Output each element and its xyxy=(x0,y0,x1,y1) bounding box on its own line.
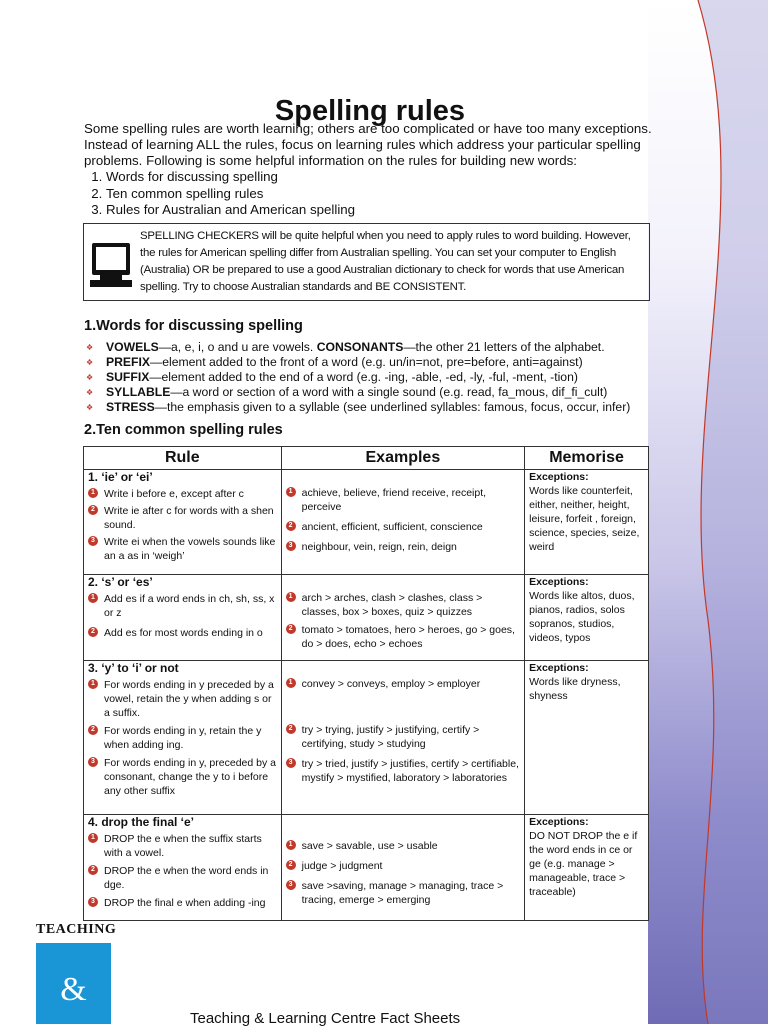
term-item: ❖ SYLLABLE—a word or section of a word with a single sound (e.g. read, fa_mous, dif_fi_cult) xyxy=(86,385,608,399)
step-number-icon: 3 xyxy=(88,757,98,767)
computer-icon xyxy=(88,241,134,289)
intro-list-item: 3. Rules for Australian and American spelling xyxy=(106,202,664,219)
memorise-cell: Exceptions: Words like dryness, shyness xyxy=(525,661,649,815)
step-number-icon: 3 xyxy=(286,880,296,890)
section2-heading: 2.Ten common spelling rules xyxy=(84,422,283,438)
diamond-bullet-icon: ❖ xyxy=(86,403,94,412)
step-number-icon: 3 xyxy=(88,897,98,907)
intro-list-item: 1. Words for discussing spelling xyxy=(106,169,664,186)
examples-cell: 1 convey > conveys, employ > employer 2 try > trying, justify > justifying, certify > certifying, study > studying 3 try > tried, justify > justifies, certify > certifiable, mystify > mystified, laboratory > laboratories xyxy=(281,661,525,815)
step-number-icon: 2 xyxy=(286,724,296,734)
diamond-bullet-icon: ❖ xyxy=(86,358,94,367)
step-number-icon: 1 xyxy=(286,840,296,850)
step-number-icon: 2 xyxy=(88,505,98,515)
column-header-memorise: Memorise xyxy=(525,447,649,470)
rule-cell: 1. ‘ie’ or ‘ei’ 1 Write i before e, except after c 2 Write ie after c for words with a shen sound. 3 Write ei when the vowels sounds like an a as in ‘weigh’ xyxy=(84,470,282,575)
step-number-icon: 1 xyxy=(88,679,98,689)
rule-cell: 2. ‘s’ or ‘es’ 1 Add es if a word ends in ch, sh, ss, x or z 2 Add es for most words ending in o xyxy=(84,575,282,661)
step-number-icon: 1 xyxy=(286,678,296,688)
intro-paragraph: Some spelling rules are worth learning; others are too complicated or have too many exceptions. Instead of learning ALL the rules, focus on learning rules which address your particular spelling problems. Following is some helpful information on the rules for building new words: xyxy=(84,121,652,168)
logo-ampersand: & xyxy=(60,971,87,1008)
column-header-examples: Examples xyxy=(281,447,525,470)
column-header-rule: Rule xyxy=(84,447,282,470)
step-number-icon: 3 xyxy=(286,758,296,768)
rule-cell: 4. drop the final ‘e’ 1 DROP the e when the suffix starts with a vowel. 2 DROP the e when the word ends in dge. 3 DROP the final e when adding -ing xyxy=(84,815,282,921)
diamond-bullet-icon: ❖ xyxy=(86,388,94,397)
step-number-icon: 1 xyxy=(286,487,296,497)
logo-box xyxy=(36,943,111,1024)
step-number-icon: 1 xyxy=(88,488,98,498)
logo-wordmark: TEACHING xyxy=(36,922,117,937)
page-title: Spelling rules xyxy=(274,95,466,128)
section1-heading: 1.Words for discussing spelling xyxy=(84,318,303,334)
spell-checker-note-box xyxy=(83,223,650,301)
term-item: ❖ VOWELS—a, e, i, o and u are vowels. CONSONANTS—the other 21 letters of the alphabet. xyxy=(86,340,605,354)
examples-cell: 1 arch > arches, clash > clashes, class > classes, box > boxes, quiz > quizzes 2 tomato > tomatoes, hero > heroes, go > goes, do > does, echo > echoes xyxy=(281,575,525,661)
step-number-icon: 3 xyxy=(286,541,296,551)
memorise-cell: Exceptions: DO NOT DROP the e if the word ends in ce or ge (e.g. manage > manageable, trace > traceable) xyxy=(525,815,649,921)
step-number-icon: 2 xyxy=(88,627,98,637)
table-row xyxy=(84,661,649,815)
table-row xyxy=(84,470,649,575)
table-row xyxy=(84,815,649,921)
intro-list xyxy=(84,169,664,219)
memorise-cell: Exceptions: Words like counterfeit, either, neither, height, leisure, forfeit , foreign, science, species, seize, weird xyxy=(525,470,649,575)
step-number-icon: 2 xyxy=(88,865,98,875)
intro-list-item: 2. Ten common spelling rules xyxy=(106,186,664,203)
step-number-icon: 2 xyxy=(286,521,296,531)
table-row xyxy=(84,575,649,661)
step-number-icon: 1 xyxy=(88,833,98,843)
step-number-icon: 1 xyxy=(286,592,296,602)
step-number-icon: 2 xyxy=(88,725,98,735)
examples-cell: 1 save > savable, use > usable 2 judge > judgment 3 save >saving, manage > managing, trace > tracing, emerge > emerging xyxy=(281,815,525,921)
rule-cell: 3. ‘y’ to ‘i’ or not 1 For words ending in y preceded by a vowel, retain the y when adding s or a suffix. 2 For words ending in y, retain the y when adding ing. 3 For words ending in y, preceded by a consonant, change the y to i before any other suffix xyxy=(84,661,282,815)
term-item: ❖ PREFIX—element added to the front of a word (e.g. un/in=not, pre=before, anti=against) xyxy=(86,355,583,369)
intro xyxy=(84,121,664,219)
terms-list xyxy=(84,340,684,415)
diamond-bullet-icon: ❖ xyxy=(86,343,94,352)
term-item: ❖ STRESS—the emphasis given to a syllable (see underlined syllables: famous, focus, occur, infer) xyxy=(86,400,631,414)
step-number-icon: 2 xyxy=(286,860,296,870)
step-number-icon: 1 xyxy=(88,593,98,603)
step-number-icon: 2 xyxy=(286,624,296,634)
rules-table xyxy=(83,446,649,921)
step-number-icon: 3 xyxy=(88,536,98,546)
memorise-cell: Exceptions: Words like altos, duos, pianos, radios, solos sopranos, studios, videos, typos xyxy=(525,575,649,661)
spell-checker-note: SPELLING CHECKERS will be quite helpful when you need to apply rules to word building. However, the rules for American spelling differ from Australian spelling. You can set your computer to English (Australia) OR be prepared to use a good Australian dictionary to check for words that use American spelling. Try to choose Australian standards and BE CONSISTENT. xyxy=(140,230,631,293)
examples-cell: 1 achieve, believe, friend receive, receipt, perceive 2 ancient, efficient, sufficient, conscience 3 neighbour, vein, reign, rein, deign xyxy=(281,470,525,575)
diamond-bullet-icon: ❖ xyxy=(86,373,94,382)
term-item: ❖ SUFFIX—element added to the end of a word (e.g. -ing, -able, -ed, -ly, -ful, -ment, -tion) xyxy=(86,370,578,384)
footer-text: Teaching & Learning Centre Fact Sheets xyxy=(190,1010,461,1027)
